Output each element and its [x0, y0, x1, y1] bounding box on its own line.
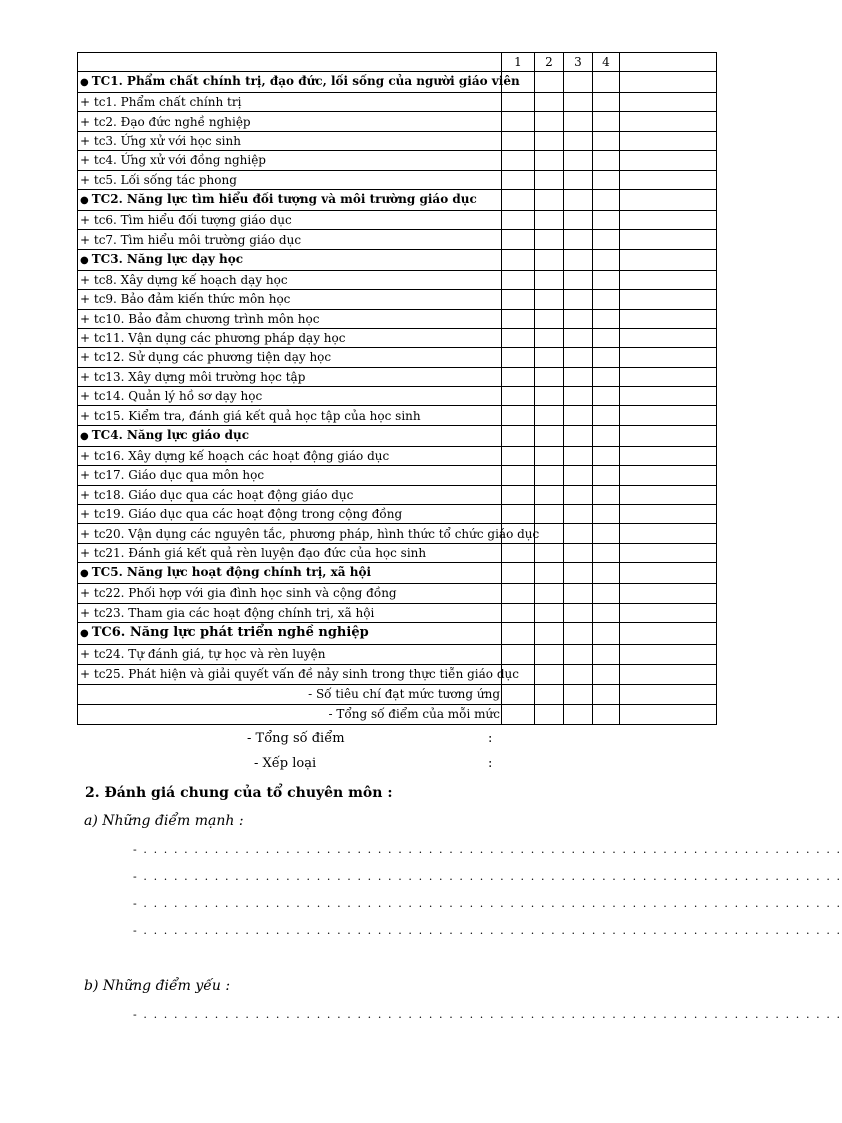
criterion-text: + tc12. Sử dụng các phương tiện dạy học: [80, 350, 332, 365]
strengths-title: a) Những điểm mạnh :: [84, 813, 244, 829]
criterion-text: TC2. Năng lực tìm hiểu đối tượng và môi trường giáo dục: [91, 191, 477, 206]
criterion-row: [78, 387, 717, 406]
level-4-cell[interactable]: [593, 622, 620, 644]
strengths-line-4[interactable]: - . . . . . . . . . . . . . . . . . . . . . . . . . . . . . . . . . . . . . . . . . . . . . . . . . . . . . . . . . . . . . . . . . . . . .: [133, 924, 842, 937]
level-2-cell[interactable]: [535, 367, 564, 386]
criterion-text: + tc5. Lối sống tác phong: [80, 172, 237, 187]
level-4-cell[interactable]: [593, 466, 620, 485]
level-1-cell[interactable]: [502, 446, 535, 465]
criterion-row: [78, 406, 717, 425]
notes-cell[interactable]: [620, 563, 717, 584]
level-1-cell[interactable]: [502, 367, 535, 386]
bullet-icon: ●: [80, 77, 89, 88]
level-3-cell[interactable]: [564, 112, 593, 131]
criterion-row: [78, 309, 717, 328]
bullet-icon: ●: [80, 254, 89, 266]
level-3-cell[interactable]: [564, 603, 593, 622]
criterion-label: [78, 584, 502, 603]
level-4-cell[interactable]: [593, 505, 620, 524]
criterion-text: TC6. Năng lực phát triển nghề nghiệp: [91, 624, 369, 640]
standard-row: [78, 563, 717, 584]
criterion-row: [78, 505, 717, 524]
level-2-cell[interactable]: [535, 485, 564, 504]
level-4-cell[interactable]: [593, 93, 620, 112]
criterion-text: + tc16. Xây dựng kế hoạch các hoạt động giáo dục: [80, 449, 390, 464]
level-1-cell[interactable]: [502, 704, 535, 724]
grade-colon: :: [488, 756, 493, 771]
notes-cell[interactable]: [620, 112, 717, 131]
level-4-cell[interactable]: [593, 290, 620, 309]
level-2-cell[interactable]: [535, 112, 564, 131]
level-2-cell[interactable]: [535, 622, 564, 644]
level-4-cell[interactable]: [593, 485, 620, 504]
criterion-label: [78, 622, 502, 644]
notes-cell[interactable]: [620, 485, 717, 504]
level-3-cell[interactable]: [564, 425, 593, 446]
level-2-cell[interactable]: [535, 406, 564, 425]
section-2-title: 2. Đánh giá chung của tổ chuyên môn :: [85, 785, 393, 801]
level-2-cell[interactable]: [535, 189, 564, 210]
notes-cell[interactable]: [620, 505, 717, 524]
criterion-row: [78, 210, 717, 229]
notes-cell[interactable]: [620, 644, 717, 664]
level-2-cell[interactable]: [535, 249, 564, 270]
criteria-header-cell: [78, 53, 502, 72]
level-1-cell[interactable]: [502, 603, 535, 622]
level-4-cell[interactable]: [593, 387, 620, 406]
criterion-label: [78, 684, 502, 704]
level-1-cell[interactable]: [502, 543, 535, 562]
criterion-label: [78, 603, 502, 622]
level-2-cell[interactable]: [535, 505, 564, 524]
criterion-label: [78, 189, 502, 210]
level-2-cell[interactable]: [535, 131, 564, 150]
notes-cell[interactable]: [620, 249, 717, 270]
criterion-row: [78, 367, 717, 386]
level-4-cell[interactable]: [593, 425, 620, 446]
bullet-icon: ●: [80, 568, 89, 580]
level-4-cell[interactable]: [593, 684, 620, 704]
criterion-label: [78, 270, 502, 289]
level-2-cell[interactable]: [535, 270, 564, 289]
level-3-cell[interactable]: [564, 309, 593, 328]
level-1-cell[interactable]: [502, 348, 535, 367]
level-3-cell[interactable]: [564, 622, 593, 644]
criterion-label: [78, 93, 502, 112]
level-1-cell[interactable]: [502, 290, 535, 309]
level-3-cell[interactable]: [564, 270, 593, 289]
level-2-cell[interactable]: [535, 290, 564, 309]
criterion-label: [78, 563, 502, 584]
criterion-text: + tc17. Giáo dục qua môn học: [80, 468, 265, 483]
level-1-cell[interactable]: [502, 644, 535, 664]
criterion-text: + tc4. Ứng xử với đồng nghiệp: [80, 153, 266, 168]
criterion-label: [78, 328, 502, 347]
level-3-cell[interactable]: [564, 543, 593, 562]
criterion-label: [78, 367, 502, 386]
level-1-cell[interactable]: [502, 230, 535, 249]
notes-cell[interactable]: [620, 406, 717, 425]
criterion-label: [78, 543, 502, 562]
criterion-text: + tc8. Xây dựng kế hoạch dạy học: [80, 272, 288, 287]
summary-row: [78, 684, 717, 704]
level-4-cell[interactable]: [593, 367, 620, 386]
criterion-text: + tc23. Tham gia các hoạt động chính trị, xã hội: [80, 605, 375, 620]
level-2-cell[interactable]: [535, 664, 564, 684]
notes-cell[interactable]: [620, 290, 717, 309]
criterion-text: + tc20. Vận dụng các nguyên tắc, phương pháp, hình thức tổ chức giáo dục: [80, 526, 540, 541]
criterion-label: [78, 112, 502, 131]
criterion-label: [78, 290, 502, 309]
criterion-text: TC3. Năng lực dạy học: [91, 251, 244, 266]
notes-cell[interactable]: [620, 93, 717, 112]
level-header-3: 3: [564, 53, 593, 72]
notes-cell[interactable]: [620, 367, 717, 386]
level-3-cell[interactable]: [564, 348, 593, 367]
level-2-cell[interactable]: [535, 466, 564, 485]
level-1-cell[interactable]: [502, 170, 535, 189]
level-4-cell[interactable]: [593, 704, 620, 724]
criterion-label: [78, 348, 502, 367]
criterion-row: [78, 93, 717, 112]
level-1-cell[interactable]: [502, 309, 535, 328]
level-4-cell[interactable]: [593, 644, 620, 664]
criterion-row: [78, 644, 717, 664]
criterion-text: + tc7. Tìm hiểu môi trường giáo dục: [80, 232, 302, 247]
notes-cell[interactable]: [620, 189, 717, 210]
criterion-label: [78, 170, 502, 189]
criterion-text: + tc24. Tự đánh giá, tự học và rèn luyện: [80, 647, 326, 662]
level-4-cell[interactable]: [593, 664, 620, 684]
level-2-cell[interactable]: [535, 328, 564, 347]
criterion-row: [78, 170, 717, 189]
level-1-cell[interactable]: [502, 270, 535, 289]
criterion-label: [78, 151, 502, 170]
standard-row: [78, 249, 717, 270]
level-1-cell[interactable]: [502, 93, 535, 112]
level-1-cell[interactable]: [502, 425, 535, 446]
criterion-row: [78, 446, 717, 465]
level-1-cell[interactable]: [502, 387, 535, 406]
level-3-cell[interactable]: [564, 584, 593, 603]
level-4-cell[interactable]: [593, 230, 620, 249]
notes-cell[interactable]: [620, 524, 717, 543]
level-4-cell[interactable]: [593, 151, 620, 170]
criterion-row: [78, 290, 717, 309]
level-3-cell[interactable]: [564, 664, 593, 684]
notes-cell[interactable]: [620, 170, 717, 189]
notes-cell[interactable]: [620, 466, 717, 485]
level-3-cell[interactable]: [564, 367, 593, 386]
level-2-cell[interactable]: [535, 644, 564, 664]
notes-cell[interactable]: [620, 603, 717, 622]
level-4-cell[interactable]: [593, 131, 620, 150]
criterion-row: [78, 328, 717, 347]
level-1-cell[interactable]: [502, 505, 535, 524]
criterion-label: [78, 485, 502, 504]
total-score-colon: :: [488, 731, 493, 746]
criterion-row: [78, 603, 717, 622]
criterion-label: [78, 524, 540, 543]
summary-row: [78, 704, 717, 724]
criterion-row: [78, 466, 717, 485]
bullet-icon: ●: [80, 430, 89, 442]
criterion-text: TC5. Năng lực hoạt động chính trị, xã hội: [91, 565, 372, 580]
criterion-label: [78, 704, 502, 724]
criterion-text: + tc11. Vận dụng các phương pháp dạy học: [80, 331, 346, 346]
level-1-cell[interactable]: [502, 328, 535, 347]
level-1-cell[interactable]: [502, 684, 535, 704]
level-3-cell[interactable]: [564, 210, 593, 229]
level-1-cell[interactable]: [502, 249, 535, 270]
criterion-label: [78, 210, 502, 229]
level-1-cell[interactable]: [502, 210, 535, 229]
level-header-4: 4: [593, 53, 620, 72]
level-2-cell[interactable]: [535, 425, 564, 446]
level-2-cell[interactable]: [535, 446, 564, 465]
notes-cell[interactable]: [620, 131, 717, 150]
criterion-label: [78, 425, 502, 446]
criterion-row: [78, 543, 717, 562]
level-2-cell[interactable]: [535, 348, 564, 367]
criterion-text: + tc25. Phát hiện và giải quyết vấn đề nảy sinh trong thực tiễn giáo dục: [80, 667, 519, 682]
level-4-cell[interactable]: [593, 524, 620, 543]
criterion-text: + tc9. Bảo đảm kiến thức môn học: [80, 292, 291, 307]
level-2-cell[interactable]: [535, 151, 564, 170]
notes-cell[interactable]: [620, 328, 717, 347]
level-4-cell[interactable]: [593, 603, 620, 622]
level-4-cell[interactable]: [593, 112, 620, 131]
criterion-label: [78, 446, 502, 465]
notes-cell[interactable]: [620, 151, 717, 170]
criterion-row: [78, 230, 717, 249]
criterion-text: - Tổng số điểm của mỗi mức: [328, 707, 500, 722]
level-4-cell[interactable]: [593, 563, 620, 584]
notes-cell[interactable]: [620, 72, 717, 93]
criterion-text: + tc21. Đánh giá kết quả rèn luyện đạo đức của học sinh: [80, 546, 427, 560]
notes-cell[interactable]: [620, 425, 717, 446]
notes-cell[interactable]: [620, 230, 717, 249]
level-4-cell[interactable]: [593, 249, 620, 270]
notes-cell[interactable]: [620, 309, 717, 328]
criterion-label: [78, 230, 502, 249]
level-4-cell[interactable]: [593, 189, 620, 210]
level-1-cell[interactable]: [502, 622, 535, 644]
level-2-cell[interactable]: [535, 387, 564, 406]
level-2-cell[interactable]: [535, 230, 564, 249]
criterion-label: [78, 72, 520, 93]
level-4-cell[interactable]: [593, 328, 620, 347]
criterion-label: [78, 131, 502, 150]
level-1-cell[interactable]: [502, 112, 535, 131]
level-3-cell[interactable]: [564, 704, 593, 724]
level-2-cell[interactable]: [535, 93, 564, 112]
level-3-cell[interactable]: [564, 249, 593, 270]
level-4-cell[interactable]: [593, 309, 620, 328]
evaluation-table: [77, 52, 717, 725]
criterion-label: [78, 664, 519, 684]
level-4-cell[interactable]: [593, 584, 620, 603]
notes-cell[interactable]: [620, 664, 717, 684]
level-3-cell[interactable]: [564, 290, 593, 309]
level-4-cell[interactable]: [593, 210, 620, 229]
level-2-cell[interactable]: [535, 170, 564, 189]
level-4-cell[interactable]: [593, 270, 620, 289]
notes-cell[interactable]: [620, 584, 717, 603]
criterion-text: + tc1. Phẩm chất chính trị: [80, 95, 242, 110]
notes-cell[interactable]: [620, 704, 717, 724]
level-3-cell[interactable]: [564, 189, 593, 210]
criterion-text: - Số tiêu chí đạt mức tương ứng: [308, 687, 500, 702]
level-4-cell[interactable]: [593, 446, 620, 465]
level-1-cell[interactable]: [502, 406, 535, 425]
level-3-cell[interactable]: [564, 131, 593, 150]
level-3-cell[interactable]: [564, 524, 593, 543]
level-2-cell[interactable]: [535, 563, 564, 584]
level-1-cell[interactable]: [502, 189, 535, 210]
level-3-cell[interactable]: [564, 505, 593, 524]
criterion-text: + tc6. Tìm hiểu đối tượng giáo dục: [80, 213, 292, 228]
standard-row: [78, 425, 717, 446]
level-3-cell[interactable]: [564, 406, 593, 425]
level-2-cell[interactable]: [535, 72, 564, 93]
level-1-cell[interactable]: [502, 563, 535, 584]
criterion-text: + tc22. Phối hợp với gia đình học sinh và cộng đồng: [80, 586, 397, 601]
criterion-row: [78, 348, 717, 367]
notes-cell[interactable]: [620, 543, 717, 562]
notes-cell[interactable]: [620, 622, 717, 644]
notes-cell[interactable]: [620, 270, 717, 289]
weaknesses-line-1[interactable]: - . . . . . . . . . . . . . . . . . . . . . . . . . . . . . . . . . . . . . . . . . . . . . . . . . . . . . . . . . . . . . . . . . . . . .: [133, 1008, 842, 1021]
criterion-label: [78, 249, 502, 270]
level-2-cell[interactable]: [535, 603, 564, 622]
level-4-cell[interactable]: [593, 406, 620, 425]
criterion-text: + tc2. Đạo đức nghề nghiệp: [80, 114, 251, 129]
level-4-cell[interactable]: [593, 72, 620, 93]
table-header-row: [78, 53, 717, 72]
level-3-cell[interactable]: [564, 684, 593, 704]
bullet-icon: ●: [80, 627, 89, 639]
criterion-text: + tc15. Kiểm tra, đánh giá kết quả học tập của học sinh: [80, 408, 421, 423]
level-3-cell[interactable]: [564, 466, 593, 485]
level-3-cell[interactable]: [564, 170, 593, 189]
level-4-cell[interactable]: [593, 543, 620, 562]
level-2-cell[interactable]: [535, 210, 564, 229]
level-header-1: 1: [502, 53, 535, 72]
criterion-row: [78, 270, 717, 289]
criterion-row: [78, 524, 717, 543]
criterion-label: [78, 309, 502, 328]
notes-cell[interactable]: [620, 684, 717, 704]
criterion-row: [78, 584, 717, 603]
criterion-label: [78, 644, 502, 664]
level-3-cell[interactable]: [564, 563, 593, 584]
level-3-cell[interactable]: [564, 151, 593, 170]
criterion-text: + tc3. Ứng xử với học sinh: [80, 133, 241, 148]
level-2-cell[interactable]: [535, 309, 564, 328]
weaknesses-title: b) Những điểm yếu :: [84, 978, 231, 994]
level-1-cell[interactable]: [502, 131, 535, 150]
level-4-cell[interactable]: [593, 348, 620, 367]
bullet-icon: ●: [80, 194, 89, 206]
level-2-cell[interactable]: [535, 584, 564, 603]
criterion-row: [78, 664, 717, 684]
level-3-cell[interactable]: [564, 387, 593, 406]
criterion-row: [78, 112, 717, 131]
strengths-line-3[interactable]: - . . . . . . . . . . . . . . . . . . . . . . . . . . . . . . . . . . . . . . . . . . . . . . . . . . . . . . . . . . . . . . . . . . . . .: [133, 897, 842, 910]
standard-row: [78, 72, 717, 93]
strengths-line-2[interactable]: - . . . . . . . . . . . . . . . . . . . . . . . . . . . . . . . . . . . . . . . . . . . . . . . . . . . . . . . . . . . . . . . . . . . . .: [133, 870, 842, 883]
criterion-row: [78, 485, 717, 504]
criterion-text: + tc19. Giáo dục qua các hoạt động trong cộng đồng: [80, 507, 403, 522]
level-3-cell[interactable]: [564, 72, 593, 93]
standard-row: [78, 189, 717, 210]
level-3-cell[interactable]: [564, 485, 593, 504]
notes-cell[interactable]: [620, 210, 717, 229]
criterion-text: + tc14. Quản lý hồ sơ dạy học: [80, 389, 263, 404]
level-4-cell[interactable]: [593, 170, 620, 189]
criterion-label: [78, 387, 502, 406]
level-3-cell[interactable]: [564, 93, 593, 112]
criterion-text: + tc10. Bảo đảm chương trình môn học: [80, 311, 320, 326]
criterion-text: + tc18. Giáo dục qua các hoạt động giáo dục: [80, 487, 354, 502]
criterion-text: + tc13. Xây dựng môi trường học tập: [80, 369, 306, 384]
level-1-cell[interactable]: [502, 151, 535, 170]
level-1-cell[interactable]: [502, 485, 535, 504]
level-2-cell[interactable]: [535, 684, 564, 704]
notes-cell[interactable]: [620, 348, 717, 367]
level-1-cell[interactable]: [502, 466, 535, 485]
criterion-label: [78, 406, 502, 425]
standard-row: [78, 622, 717, 644]
level-2-cell[interactable]: [535, 543, 564, 562]
notes-header-cell: [620, 53, 717, 72]
criterion-label: [78, 466, 502, 485]
level-3-cell[interactable]: [564, 230, 593, 249]
level-header-2: 2: [535, 53, 564, 72]
total-score-label: - Tổng số điểm: [247, 731, 345, 746]
criterion-text: TC1. Phẩm chất chính trị, đạo đức, lối sống của người giáo viên: [91, 74, 520, 88]
level-3-cell[interactable]: [564, 446, 593, 465]
criterion-label: [78, 505, 502, 524]
notes-cell[interactable]: [620, 387, 717, 406]
criterion-text: TC4. Năng lực giáo dục: [91, 427, 250, 442]
criterion-row: [78, 151, 717, 170]
level-2-cell[interactable]: [535, 704, 564, 724]
level-3-cell[interactable]: [564, 328, 593, 347]
grade-label: - Xếp loại: [254, 756, 317, 771]
strengths-line-1[interactable]: - . . . . . . . . . . . . . . . . . . . . . . . . . . . . . . . . . . . . . . . . . . . . . . . . . . . . . . . . . . . . . . . . . . . . .: [133, 843, 842, 856]
criterion-row: [78, 131, 717, 150]
notes-cell[interactable]: [620, 446, 717, 465]
level-1-cell[interactable]: [502, 584, 535, 603]
level-3-cell[interactable]: [564, 644, 593, 664]
